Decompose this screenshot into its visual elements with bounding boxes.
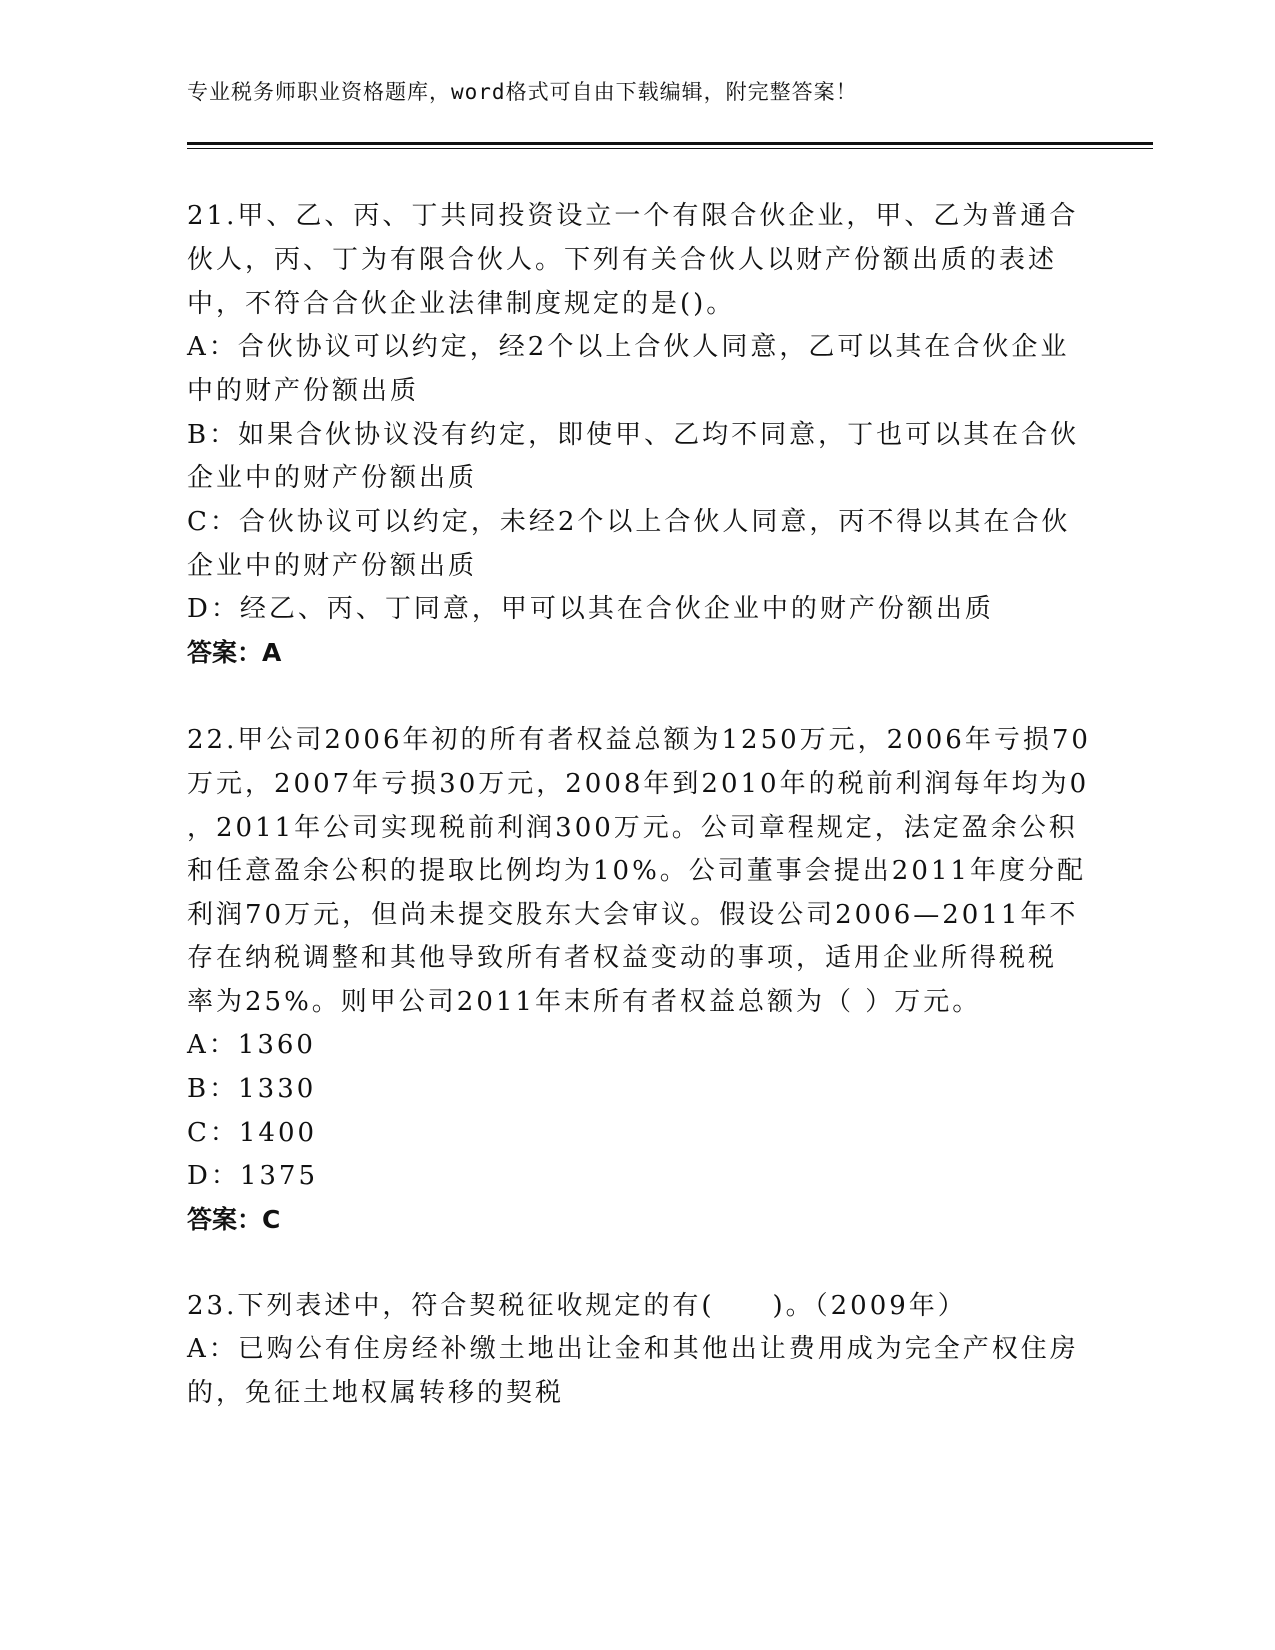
q21-stem-line-3: 中，不符合合伙企业法律制度规定的是()。 [187,289,736,319]
q21-option-b-line-1: B：如果合伙协议没有约定，即使甲、乙均不同意，丁也可以其在合伙 [187,420,1080,450]
q21-option-c-line-2: 企业中的财产份额出质 [187,551,478,581]
q21-option-a-line-2: 中的财产份额出质 [187,376,420,406]
header-rule-thin [187,148,1153,149]
q21-option-b-line-2: 企业中的财产份额出质 [187,463,478,493]
q23-stem-line-1: 23.下列表述中，符合契税征收规定的有( )。（2009年） [187,1291,967,1321]
q21-option-a-line-1: A：合伙协议可以约定，经2个以上合伙人同意，乙可以其在合伙企业 [187,332,1070,362]
q22-stem-line-7: 率为25%。则甲公司2011年末所有者权益总额为（ ）万元。 [187,987,982,1017]
q23-option-a-line-1: A：已购公有住房经补缴土地出让金和其他出让费用成为完全产权住房 [187,1334,1079,1364]
q22-stem-line-4: 和任意盈余公积的提取比例均为10%。公司董事会提出2011年度分配 [187,856,1086,886]
header-rule-thick [187,142,1153,145]
q22-option-c: C：1400 [187,1118,318,1148]
q22-option-d: D：1375 [187,1161,319,1191]
q22-stem-line-2: 万元，2007年亏损30万元，2008年到2010年的税前利润每年均为0 [187,769,1090,799]
q21-stem-line-2: 伙人，丙、丁为有限合伙人。下列有关合伙人以财产份额出质的表述 [187,245,1058,275]
q23-option-a-line-2: 的，免征土地权属转移的契税 [187,1378,565,1408]
q22-stem-line-6: 存在纳税调整和其他导致所有者权益变动的事项，适用企业所得税税 [187,943,1058,973]
q22-stem-line-3: ，2011年公司实现税前利润300万元。公司章程规定，法定盈余公积 [187,813,1078,843]
q21-option-d: D：经乙、丙、丁同意，甲可以其在合伙企业中的财产份额出质 [187,594,994,624]
q21-option-c-line-1: C：合伙协议可以约定，未经2个以上合伙人同意，丙不得以其在合伙 [187,507,1071,537]
q22-option-b: B：1330 [187,1074,317,1104]
q21-answer: 答案：A [187,638,282,667]
q22-stem-line-1: 22.甲公司2006年初的所有者权益总额为1250万元，2006年亏损70 [187,725,1091,755]
q22-answer: 答案：C [187,1205,281,1234]
q21-stem-line-1: 21.甲、乙、丙、丁共同投资设立一个有限合伙企业，甲、乙为普通合 [187,201,1079,231]
page-header: 专业税务师职业资格题库，word格式可自由下载编辑，附完整答案！ [187,80,858,104]
q22-stem-line-5: 利润70万元，但尚未提交股东大会审议。假设公司2006—2011年不 [187,900,1079,930]
q22-option-a: A：1360 [187,1030,316,1060]
